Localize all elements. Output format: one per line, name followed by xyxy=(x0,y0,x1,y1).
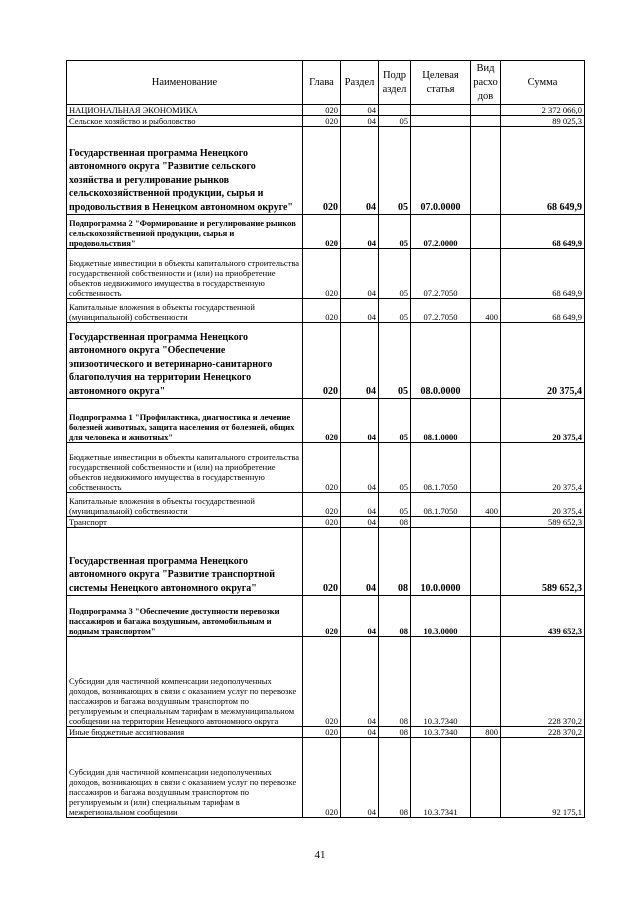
header-sum: Сумма xyxy=(501,61,585,105)
row-podrazdel: 05 xyxy=(379,249,411,299)
row-vid xyxy=(471,105,501,116)
row-target: 10.3.7341 xyxy=(411,738,471,818)
row-glava: 020 xyxy=(303,249,341,299)
row-sum: 20 375,4 xyxy=(501,323,585,399)
row-name: Сельское хозяйство и рыболовство xyxy=(67,116,303,127)
row-glava: 020 xyxy=(303,738,341,818)
row-sum: 589 652,3 xyxy=(501,517,585,528)
table-row xyxy=(67,727,585,738)
row-sum: 20 375,4 xyxy=(501,399,585,443)
row-sum: 68 649,9 xyxy=(501,215,585,249)
row-podrazdel: 05 xyxy=(379,299,411,323)
table-row xyxy=(67,299,585,323)
row-target: 10.3.0000 xyxy=(411,596,471,637)
table-row xyxy=(67,738,585,818)
row-razdel: 04 xyxy=(341,299,379,323)
row-vid: 800 xyxy=(471,727,501,738)
row-vid xyxy=(471,127,501,215)
page-number: 41 xyxy=(314,849,326,861)
row-glava: 020 xyxy=(303,517,341,528)
row-sum: 20 375,4 xyxy=(501,443,585,493)
row-name: Бюджетные инвестиции в объекты капитального строительства государственной собственности и (или) на приобретение объектов недвижимого имущества в государственную собственность xyxy=(67,249,303,299)
row-vid xyxy=(471,596,501,637)
row-vid xyxy=(471,249,501,299)
row-name: Иные бюджетные ассигнования xyxy=(67,727,303,738)
header-glava: Глава xyxy=(303,61,341,105)
row-name: Государственная программа Ненецкого автономного округа "Развитие транспортной системы Ненецкого автономного округа" xyxy=(67,528,303,596)
row-glava: 020 xyxy=(303,637,341,727)
table-header-row xyxy=(67,61,585,105)
table-row xyxy=(67,637,585,727)
row-razdel: 04 xyxy=(341,116,379,127)
row-razdel: 04 xyxy=(341,493,379,517)
row-vid xyxy=(471,637,501,727)
table-row xyxy=(67,517,585,528)
row-target: 10.0.0000 xyxy=(411,528,471,596)
row-glava: 020 xyxy=(303,105,341,116)
row-razdel: 04 xyxy=(341,215,379,249)
header-vid: Вид расхо дов xyxy=(471,61,501,105)
row-sum: 68 649,9 xyxy=(501,299,585,323)
row-glava: 020 xyxy=(303,116,341,127)
row-name: НАЦИОНАЛЬНАЯ ЭКОНОМИКА xyxy=(67,105,303,116)
row-glava: 020 xyxy=(303,323,341,399)
row-glava: 020 xyxy=(303,528,341,596)
row-vid xyxy=(471,215,501,249)
row-sum: 2 372 066,0 xyxy=(501,105,585,116)
row-name: Субсидии для частичной компенсации недополученных доходов, возникающих в связи с оказанием услуг по перевозке пассажиров и багажа воздушным транспортом по регулируемым и специальным тарифам в межмуниципальном сообщении на территории Ненецкого автономного округа xyxy=(67,637,303,727)
table-row xyxy=(67,323,585,399)
row-target: 10.3.7340 xyxy=(411,727,471,738)
row-name: Подпрограмма 2 "Формирование и регулирование рынков сельскохозяйственной продукции, сырья и продовольствия" xyxy=(67,215,303,249)
row-vid xyxy=(471,443,501,493)
row-podrazdel: 05 xyxy=(379,399,411,443)
row-razdel: 04 xyxy=(341,517,379,528)
row-podrazdel: 08 xyxy=(379,517,411,528)
header-podrazdel: Подр аздел xyxy=(379,61,411,105)
row-name: Подпрограмма 3 "Обеспечение доступности перевозки пассажиров и багажа воздушным, автомобильным и водным транспортом" xyxy=(67,596,303,637)
row-podrazdel: 05 xyxy=(379,443,411,493)
row-vid xyxy=(471,738,501,818)
row-podrazdel: 08 xyxy=(379,727,411,738)
row-glava: 020 xyxy=(303,299,341,323)
row-name: Субсидии для частичной компенсации недополученных доходов, возникающих в связи с оказанием услуг по перевозке пассажиров и багажа воздушным транспортом по регулируемым и (или) специальным тарифам в межрегиональном сообщении xyxy=(67,738,303,818)
table-row xyxy=(67,528,585,596)
row-podrazdel: 05 xyxy=(379,323,411,399)
header-razdel: Раздел xyxy=(341,61,379,105)
row-target: 10.3.7340 xyxy=(411,637,471,727)
table-row xyxy=(67,215,585,249)
row-podrazdel: 08 xyxy=(379,596,411,637)
row-sum: 228 370,2 xyxy=(501,727,585,738)
row-name: Бюджетные инвестиции в объекты капитального строительства государственной собственности и (или) на приобретение объектов недвижимого имущества в государственную собственность xyxy=(67,443,303,493)
row-podrazdel: 05 xyxy=(379,215,411,249)
row-podrazdel: 05 xyxy=(379,127,411,215)
row-target: 07.0.0000 xyxy=(411,127,471,215)
row-name: Транспорт xyxy=(67,517,303,528)
row-sum: 589 652,3 xyxy=(501,528,585,596)
row-target xyxy=(411,116,471,127)
row-sum: 20 375,4 xyxy=(501,493,585,517)
row-razdel: 04 xyxy=(341,105,379,116)
table-row xyxy=(67,249,585,299)
row-razdel: 04 xyxy=(341,323,379,399)
row-podrazdel: 05 xyxy=(379,493,411,517)
row-vid xyxy=(471,528,501,596)
row-target: 08.1.0000 xyxy=(411,399,471,443)
row-razdel: 04 xyxy=(341,443,379,493)
row-target xyxy=(411,105,471,116)
header-target: Целевая статья xyxy=(411,61,471,105)
row-sum: 68 649,9 xyxy=(501,249,585,299)
row-sum: 89 025,3 xyxy=(501,116,585,127)
row-target: 08.0.0000 xyxy=(411,323,471,399)
row-podrazdel: 08 xyxy=(379,528,411,596)
table-row xyxy=(67,127,585,215)
row-sum: 68 649,9 xyxy=(501,127,585,215)
row-razdel: 04 xyxy=(341,596,379,637)
row-razdel: 04 xyxy=(341,399,379,443)
row-name: Государственная программа Ненецкого автономного округа "Развитие сельского хозяйства и регулирование рынков сельскохозяйственной продукции, сырья и продовольствия в Ненецком автономном округе" xyxy=(67,127,303,215)
row-vid xyxy=(471,517,501,528)
row-name: Капитальные вложения в объекты государственной (муниципальной) собственности xyxy=(67,299,303,323)
row-glava: 020 xyxy=(303,127,341,215)
row-name: Подпрограмма 1 "Профилактика, диагностика и лечение болезней животных, защита населения от болезней, общих для человека и животных" xyxy=(67,399,303,443)
row-target: 08.1.7050 xyxy=(411,443,471,493)
row-vid xyxy=(471,399,501,443)
row-podrazdel: 08 xyxy=(379,738,411,818)
row-razdel: 04 xyxy=(341,127,379,215)
row-vid xyxy=(471,323,501,399)
row-razdel: 04 xyxy=(341,727,379,738)
table-row xyxy=(67,399,585,443)
table-row xyxy=(67,596,585,637)
table-row xyxy=(67,493,585,517)
row-glava: 020 xyxy=(303,727,341,738)
row-name: Государственная программа Ненецкого автономного округа "Обеспечение эпизоотического и ветеринарно-санитарного благополучия на территории Ненецкого автономного округа" xyxy=(67,323,303,399)
row-sum: 228 370,2 xyxy=(501,637,585,727)
table-row xyxy=(67,105,585,116)
row-podrazdel: 08 xyxy=(379,637,411,727)
row-podrazdel: 05 xyxy=(379,116,411,127)
row-target: 07.2.7050 xyxy=(411,249,471,299)
table-row xyxy=(67,116,585,127)
row-sum: 439 652,3 xyxy=(501,596,585,637)
row-razdel: 04 xyxy=(341,528,379,596)
row-target: 07.2.0000 xyxy=(411,215,471,249)
row-vid xyxy=(471,116,501,127)
budget-table xyxy=(66,60,585,818)
row-razdel: 04 xyxy=(341,249,379,299)
row-target: 07.2.7050 xyxy=(411,299,471,323)
row-glava: 020 xyxy=(303,443,341,493)
row-target xyxy=(411,517,471,528)
row-vid: 400 xyxy=(471,493,501,517)
row-razdel: 04 xyxy=(341,738,379,818)
table-row xyxy=(67,443,585,493)
row-target: 08.1.7050 xyxy=(411,493,471,517)
header-name: Наименование xyxy=(67,61,303,105)
row-sum: 92 175,1 xyxy=(501,738,585,818)
row-glava: 020 xyxy=(303,399,341,443)
row-glava: 020 xyxy=(303,596,341,637)
row-glava: 020 xyxy=(303,215,341,249)
row-glava: 020 xyxy=(303,493,341,517)
row-podrazdel xyxy=(379,105,411,116)
row-name: Капитальные вложения в объекты государственной (муниципальной) собственности xyxy=(67,493,303,517)
row-vid: 400 xyxy=(471,299,501,323)
row-razdel: 04 xyxy=(341,637,379,727)
